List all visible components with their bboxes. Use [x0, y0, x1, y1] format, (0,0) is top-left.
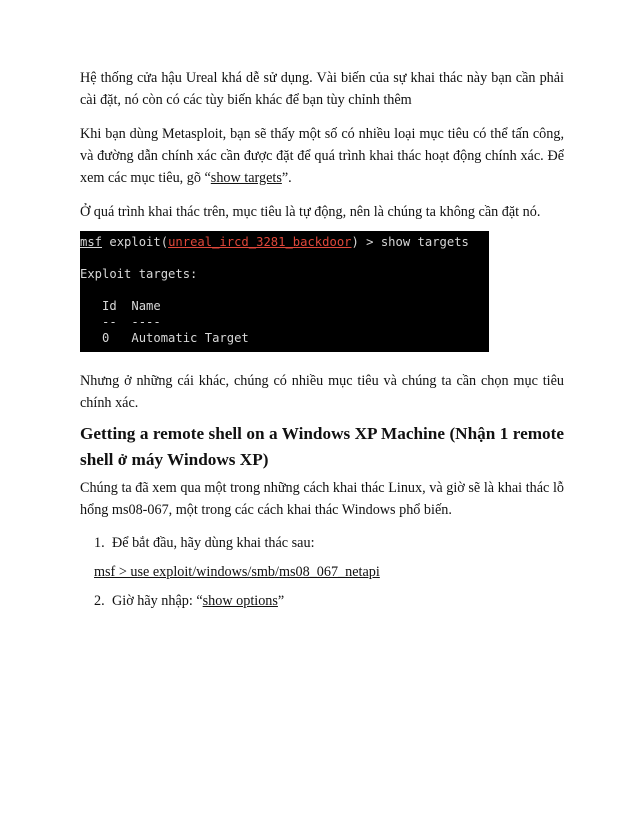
terminal-section-title: Exploit targets: — [80, 267, 198, 281]
terminal-target-row: 0 Automatic Target — [80, 331, 249, 345]
terminal-command-suffix: ) > show targets — [351, 235, 469, 249]
terminal-screenshot — [80, 231, 489, 352]
paragraph-backdoor-intro: Hệ thống cửa hậu Ureal khá dễ sử dụng. Vài biến của sự khai thác này bạn cần phải cài đặt, nó còn có các tùy biến khác để bạn tùy chỉnh thêm — [80, 70, 564, 108]
list-item-1-text: Để bắt đầu, hãy dùng khai thác sau: — [112, 535, 315, 551]
paragraph-targets-text: Khi bạn dùng Metasploit, bạn sẽ thấy một số có nhiều loại mục tiêu có thể tấn công, và đường dẫn chính xác cần được đặt để quá trình khai thác hoạt động chính xác. Để xem các mục tiêu, gõ “ — [80, 126, 564, 186]
paragraph-multiple-targets: Nhưng ở những cái khác, chúng có nhiều mục tiêu và chúng ta cần chọn mục tiêu chính xác. — [80, 373, 564, 411]
list-number-2: 2. — [94, 593, 105, 609]
show-options-command: show options — [202, 593, 278, 609]
terminal-prompt: msf — [80, 235, 103, 249]
exploit-command — [94, 561, 380, 583]
show-targets-command: show targets — [210, 170, 282, 186]
list-item-1 — [94, 532, 564, 554]
paragraph-targets-intro — [80, 123, 564, 189]
list-item-2-prefix: Giờ hãy nhập: “ — [112, 593, 203, 609]
terminal-module-name: unreal_ircd_3281_backdoor — [168, 235, 352, 249]
use-exploit-command: msf > use exploit/windows/smb/ms08_067_netapi — [94, 564, 380, 580]
terminal-column-header: Id Name — [80, 299, 161, 313]
list-item-2 — [94, 590, 564, 612]
terminal-command-prefix: exploit( — [102, 235, 169, 249]
paragraph-automatic-target: Ở quá trình khai thác trên, mục tiêu là tự động, nên là chúng ta không cần đặt nó. — [80, 204, 541, 220]
terminal-column-rule: -- ---- — [80, 315, 161, 329]
list-number-1: 1. — [94, 535, 105, 551]
paragraph-ms08-067: Chúng ta đã xem qua một trong những cách khai thác Linux, và giờ sẽ là khai thác lỗ hổng ms08-067, một trong các cách khai thác Windows phổ biến. — [80, 480, 564, 518]
paragraph-targets-end: ”. — [281, 170, 292, 186]
terminal-command-line — [80, 234, 469, 250]
list-item-2-suffix: ” — [277, 593, 285, 609]
section-heading: Getting a remote shell on a Windows XP Machine (Nhận 1 remote shell ở máy Windows XP) — [80, 424, 564, 469]
